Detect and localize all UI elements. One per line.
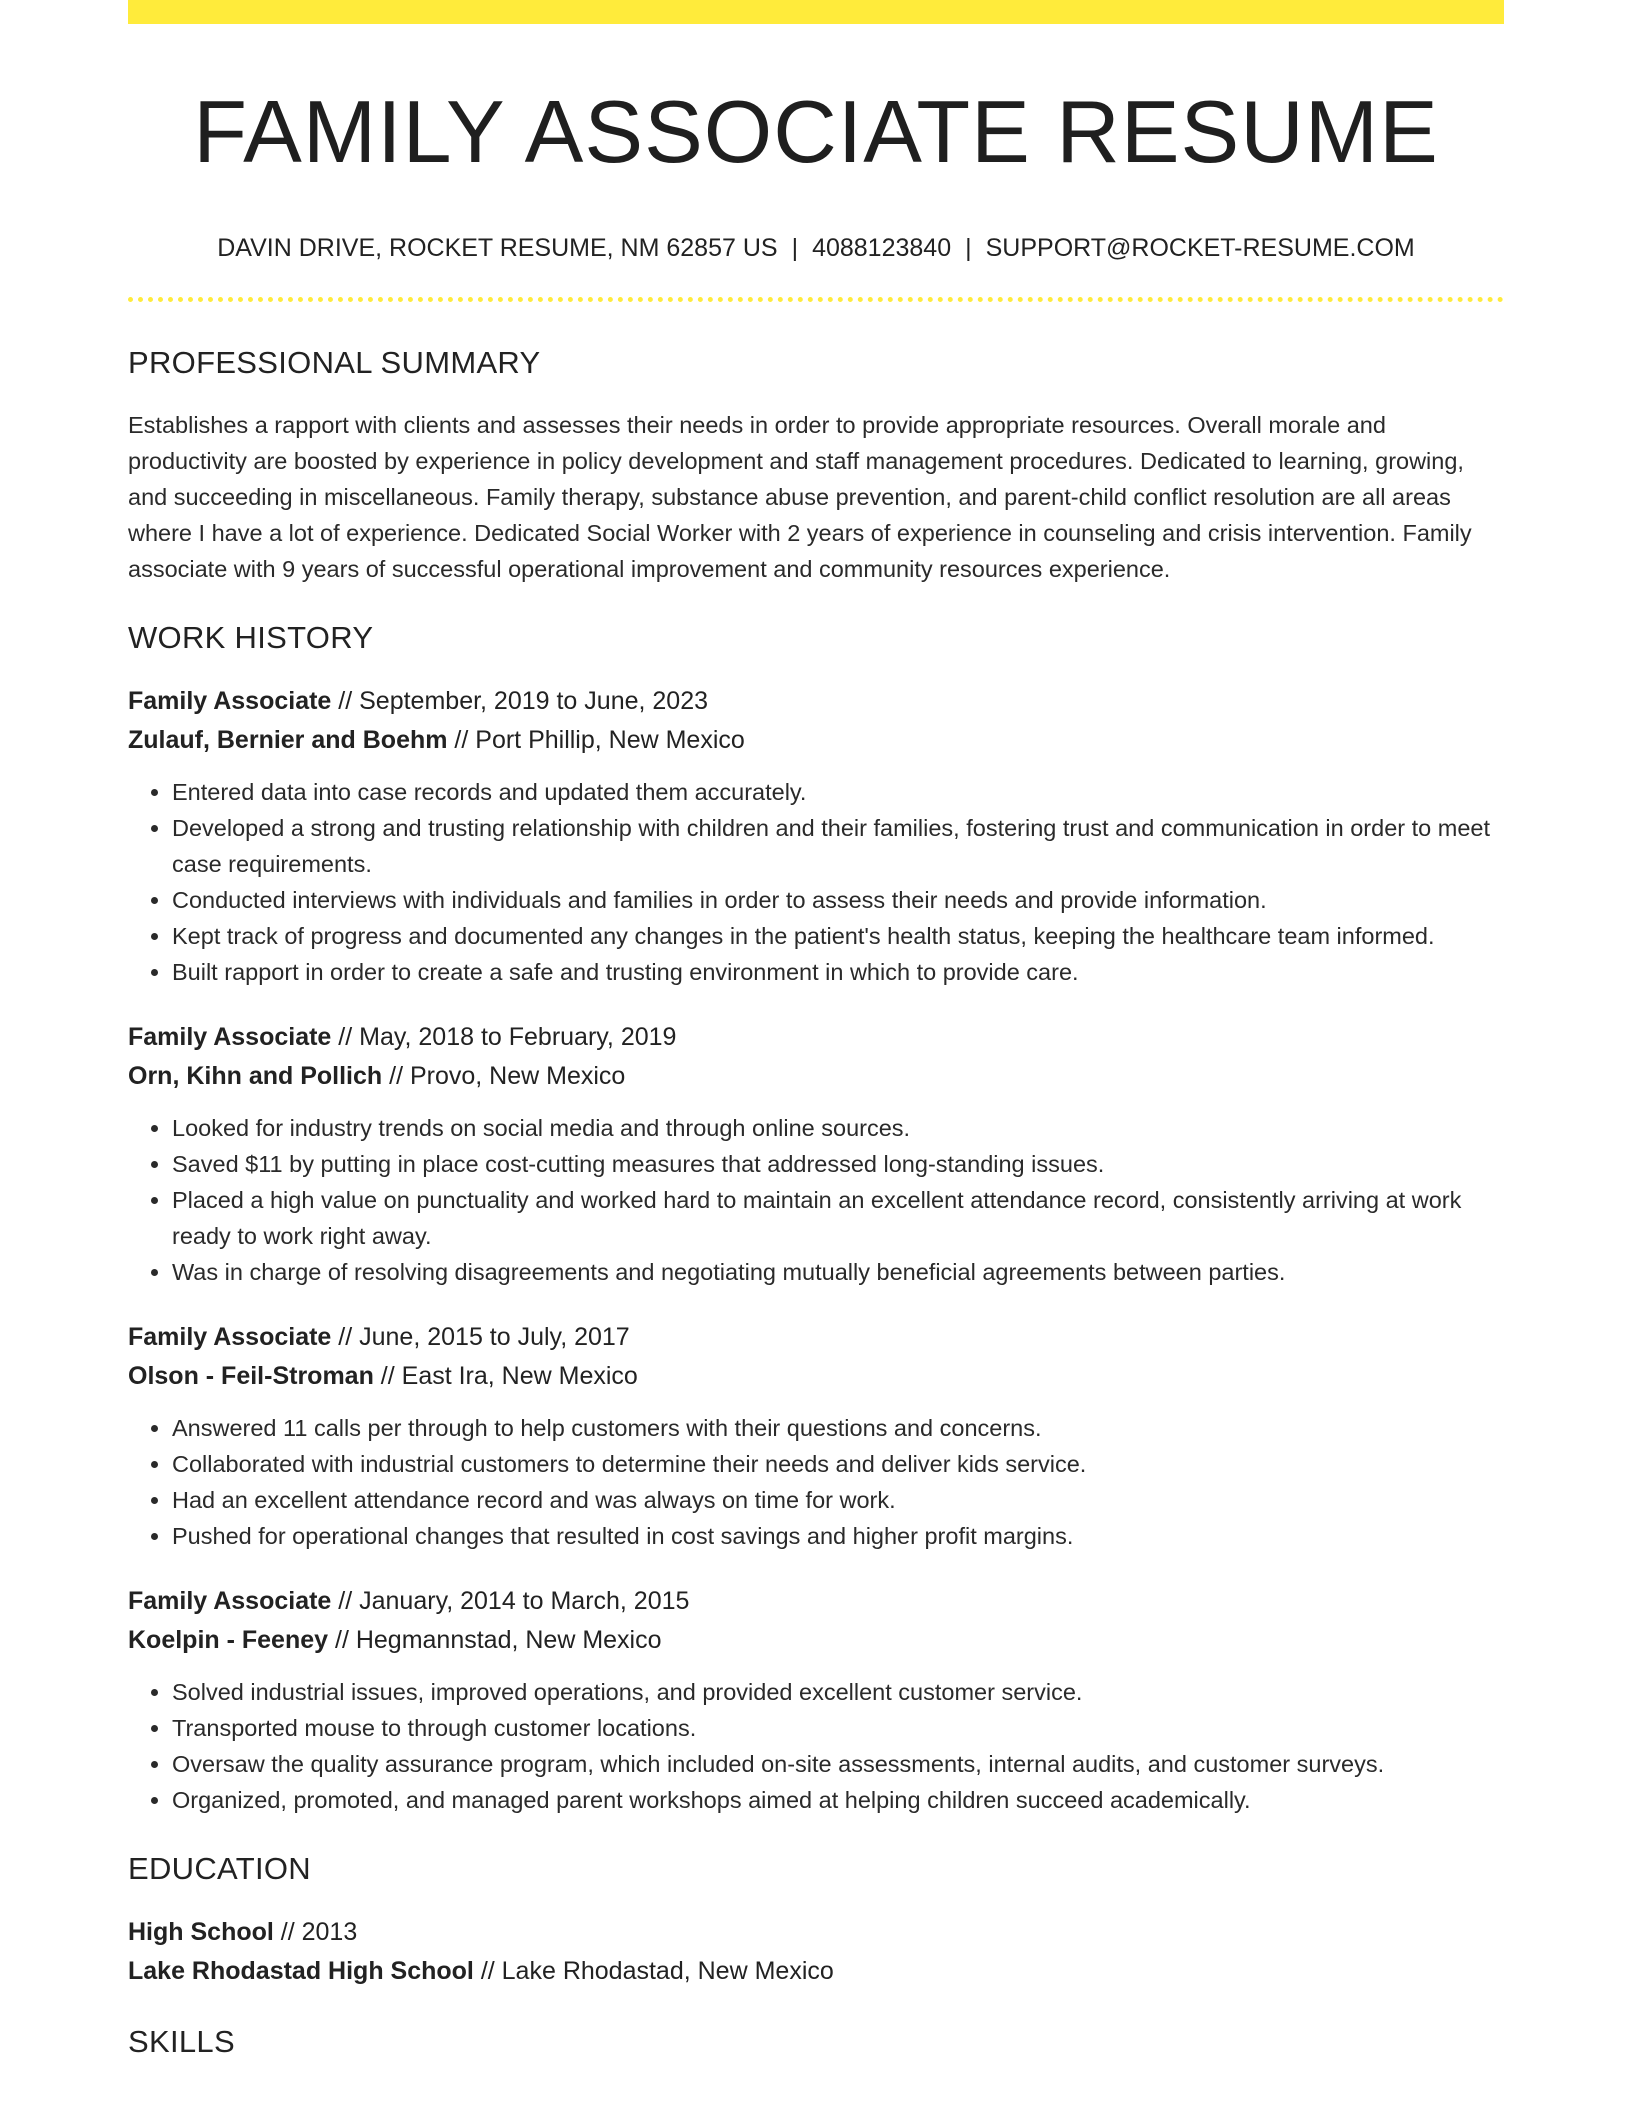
- job-company-line: [128, 1357, 1504, 1396]
- job-title-line: [128, 1018, 1504, 1057]
- summary-text: Establishes a rapport with clients and assesses their needs in order to provide appropriate resources. Overall morale and productivity are boosted by experience in policy development and staff management procedures. Dedicated to learning, growing, and succeeding in miscellaneous. Family therapy, substance abuse prevention, and parent-child conflict resolution are all areas where I have a lot of experience. Dedicated Social Worker with 2 years of experience in counseling and crisis intervention. Family associate with 9 years of successful operational improvement and community resources experience.: [128, 411, 1472, 582]
- education-year: // 2013: [273, 1918, 358, 1947]
- job-entry: [128, 1582, 1504, 1818]
- job-bullet: • Built rapport in order to create a safe and trusting environment in which to provide care.: [172, 954, 1504, 990]
- job-company-line: [128, 1057, 1504, 1096]
- summary-heading: PROFESSIONAL SUMMARY: [128, 344, 541, 380]
- resume-page: [128, 0, 1504, 2061]
- contact-phone: 4088123840: [812, 233, 952, 262]
- education-degree: High School: [128, 1918, 274, 1947]
- job-title: Family Associate: [128, 1587, 332, 1616]
- job-bullet: • Was in charge of resolving disagreements and negotiating mutually beneficial agreements between parties.: [172, 1254, 1504, 1290]
- education-location: // Lake Rhodastad, New Mexico: [473, 1957, 834, 1986]
- job-dates: // September, 2019 to June, 2023: [331, 687, 709, 716]
- job-location: // East Ira, New Mexico: [373, 1362, 638, 1391]
- job-bullet: • Answered 11 calls per through to help customers with their questions and concerns.: [172, 1410, 1504, 1446]
- contact-line: [128, 233, 1504, 263]
- job-bullet: • Oversaw the quality assurance program, which included on-site assessments, internal audits, and customer surveys.: [172, 1746, 1504, 1782]
- job-bullet: • Looked for industry trends on social media and through online sources.: [172, 1110, 1504, 1146]
- job-bullet: • Saved $11 by putting in place cost-cutting measures that addressed long-standing issues.: [172, 1146, 1504, 1182]
- job-title: Family Associate: [128, 687, 332, 716]
- skills-heading: SKILLS: [128, 2024, 235, 2060]
- job-company: Zulauf, Bernier and Boehm: [128, 726, 448, 755]
- job-dates: // January, 2014 to March, 2015: [331, 1587, 690, 1616]
- work-history-section: [128, 619, 1504, 1818]
- job-company-line: [128, 1621, 1504, 1660]
- job-company: Olson - Feil-Stroman: [128, 1362, 374, 1391]
- job-bullet: • Developed a strong and trusting relationship with children and their families, fostering trust and communication in order to meet case requirements.: [172, 810, 1504, 882]
- job-bullet: • Conducted interviews with individuals and families in order to assess their needs and provide information.: [172, 882, 1504, 918]
- job-title: Family Associate: [128, 1323, 332, 1352]
- job-bullets: [128, 1674, 1504, 1818]
- job-title-line: [128, 1318, 1504, 1357]
- job-bullets: [128, 774, 1504, 990]
- job-entry: [128, 1018, 1504, 1290]
- job-company: Orn, Kihn and Pollich: [128, 1062, 383, 1091]
- skills-section: [128, 2023, 1504, 2060]
- job-location: // Provo, New Mexico: [382, 1062, 626, 1091]
- education-heading: EDUCATION: [128, 1851, 311, 1887]
- contact-separator: |: [791, 233, 799, 262]
- job-location: // Port Phillip, New Mexico: [447, 726, 745, 755]
- job-bullet: • Organized, promoted, and managed parent workshops aimed at helping children succeed academically.: [172, 1782, 1504, 1818]
- job-bullet: • Pushed for operational changes that resulted in cost savings and higher profit margins.: [172, 1518, 1504, 1554]
- job-bullet: • Collaborated with industrial customers to determine their needs and deliver kids service.: [172, 1446, 1504, 1482]
- job-bullet: • Transported mouse to through customer locations.: [172, 1710, 1504, 1746]
- education-school: Lake Rhodastad High School: [128, 1957, 474, 1986]
- dotted-divider: [128, 297, 1504, 302]
- education-entry: [128, 1913, 1504, 1991]
- job-title-line: [128, 1582, 1504, 1621]
- top-accent-bar: [128, 0, 1504, 24]
- education-school-line: [128, 1952, 1504, 1991]
- work-history-heading: WORK HISTORY: [128, 619, 374, 655]
- job-location: // Hegmannstad, New Mexico: [328, 1626, 662, 1655]
- job-entry: [128, 1318, 1504, 1554]
- job-bullets: [128, 1110, 1504, 1290]
- job-bullet: • Had an excellent attendance record and was always on time for work.: [172, 1482, 1504, 1518]
- job-title-line: [128, 682, 1504, 721]
- job-title: Family Associate: [128, 1023, 332, 1052]
- job-company: Koelpin - Feeney: [128, 1626, 329, 1655]
- contact-address: DAVIN DRIVE, ROCKET RESUME, NM 62857 US: [217, 233, 778, 262]
- professional-summary-section: [128, 344, 1504, 587]
- job-bullets: [128, 1410, 1504, 1554]
- job-bullet: • Entered data into case records and updated them accurately.: [172, 774, 1504, 810]
- job-dates: // June, 2015 to July, 2017: [331, 1323, 630, 1352]
- job-dates: // May, 2018 to February, 2019: [331, 1023, 677, 1052]
- job-bullet: • Kept track of progress and documented any changes in the patient's health status, keeping the healthcare team informed.: [172, 918, 1504, 954]
- job-bullet: • Solved industrial issues, improved operations, and provided excellent customer service.: [172, 1674, 1504, 1710]
- job-company-line: [128, 721, 1504, 760]
- contact-separator: |: [965, 233, 972, 262]
- resume-title: FAMILY ASSOCIATE RESUME: [193, 82, 1439, 181]
- education-degree-line: [128, 1913, 1504, 1952]
- job-bullet: • Placed a high value on punctuality and worked hard to maintain an excellent attendance record, consistently arriving at work ready to work right away.: [172, 1182, 1504, 1254]
- job-entry: [128, 682, 1504, 990]
- contact-email: SUPPORT@ROCKET-RESUME.COM: [985, 233, 1415, 262]
- education-section: [128, 1850, 1504, 1991]
